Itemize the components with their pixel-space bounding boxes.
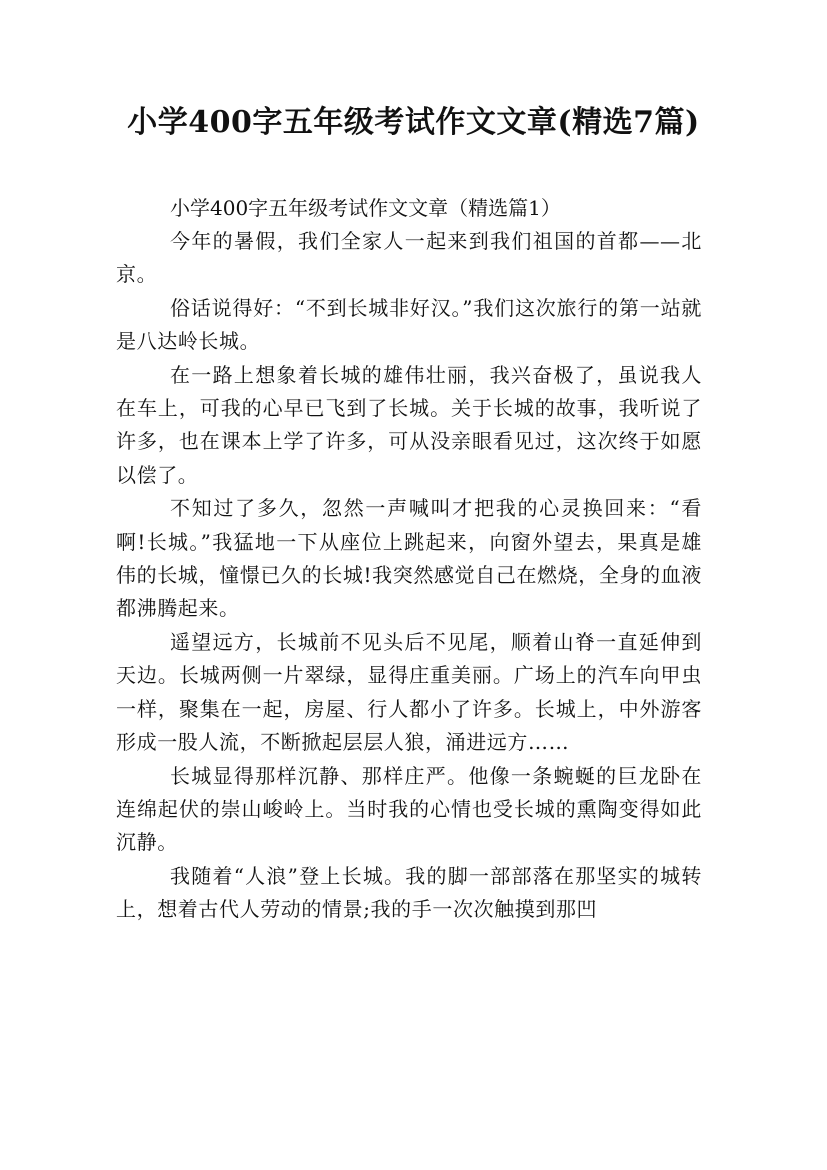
paragraph-5: 遥望远方，长城前不见头后不见尾，顺着山脊一直延伸到天边。长城两侧一片翠绿，显得庄重美丽。广场上的汽车向甲虫一样，聚集在一起，房屋、行人都小了许多。长城上，中外游客形成一股人流，不断掀起层层人狼，涌进远方…… bbox=[116, 629, 702, 755]
section-subtitle: 小学400字五年级考试作文文章（精选篇1） bbox=[170, 196, 561, 220]
paragraph-6: 长城显得那样沉静、那样庄严。他像一条蜿蜒的巨龙卧在连绵起伏的崇山峻岭上。当时我的心情也受长城的熏陶变得如此沉静。 bbox=[116, 763, 702, 855]
paragraph-1: 今年的暑假，我们全家人一起来到我们祖国的首都——北京。 bbox=[116, 229, 702, 287]
paragraph-2: 俗话说得好：“不到长城非好汉。”我们这次旅行的第一站就是八达岭长城。 bbox=[116, 295, 702, 354]
paragraph-4: 不知过了多久，忽然一声喊叫才把我的心灵换回来：“看啊!长城。”我猛地一下从座位上跳起来，向窗外望去，果真是雄伟的长城，憧憬已久的长城!我突然感觉自己在燃烧，全身的血液都沸腾起来。 bbox=[116, 496, 702, 621]
paragraph-3: 在一路上想象着长城的雄伟壮丽，我兴奋极了，虽说我人在车上，可我的心早已飞到了长城。关于长城的故事，我听说了许多，也在课本上学了许多，可从没亲眼看见过，这次终于如愿以偿了。 bbox=[116, 362, 702, 487]
document-title: 小学400字五年级考试作文文章(精选7篇) bbox=[127, 105, 700, 140]
article-body bbox=[116, 192, 702, 927]
paragraph-7: 我随着“人浪”登上长城。我的脚一部部落在那坚实的城转上，想着古代人劳动的情景;我的手一次次触摸到那凹 bbox=[116, 863, 702, 922]
